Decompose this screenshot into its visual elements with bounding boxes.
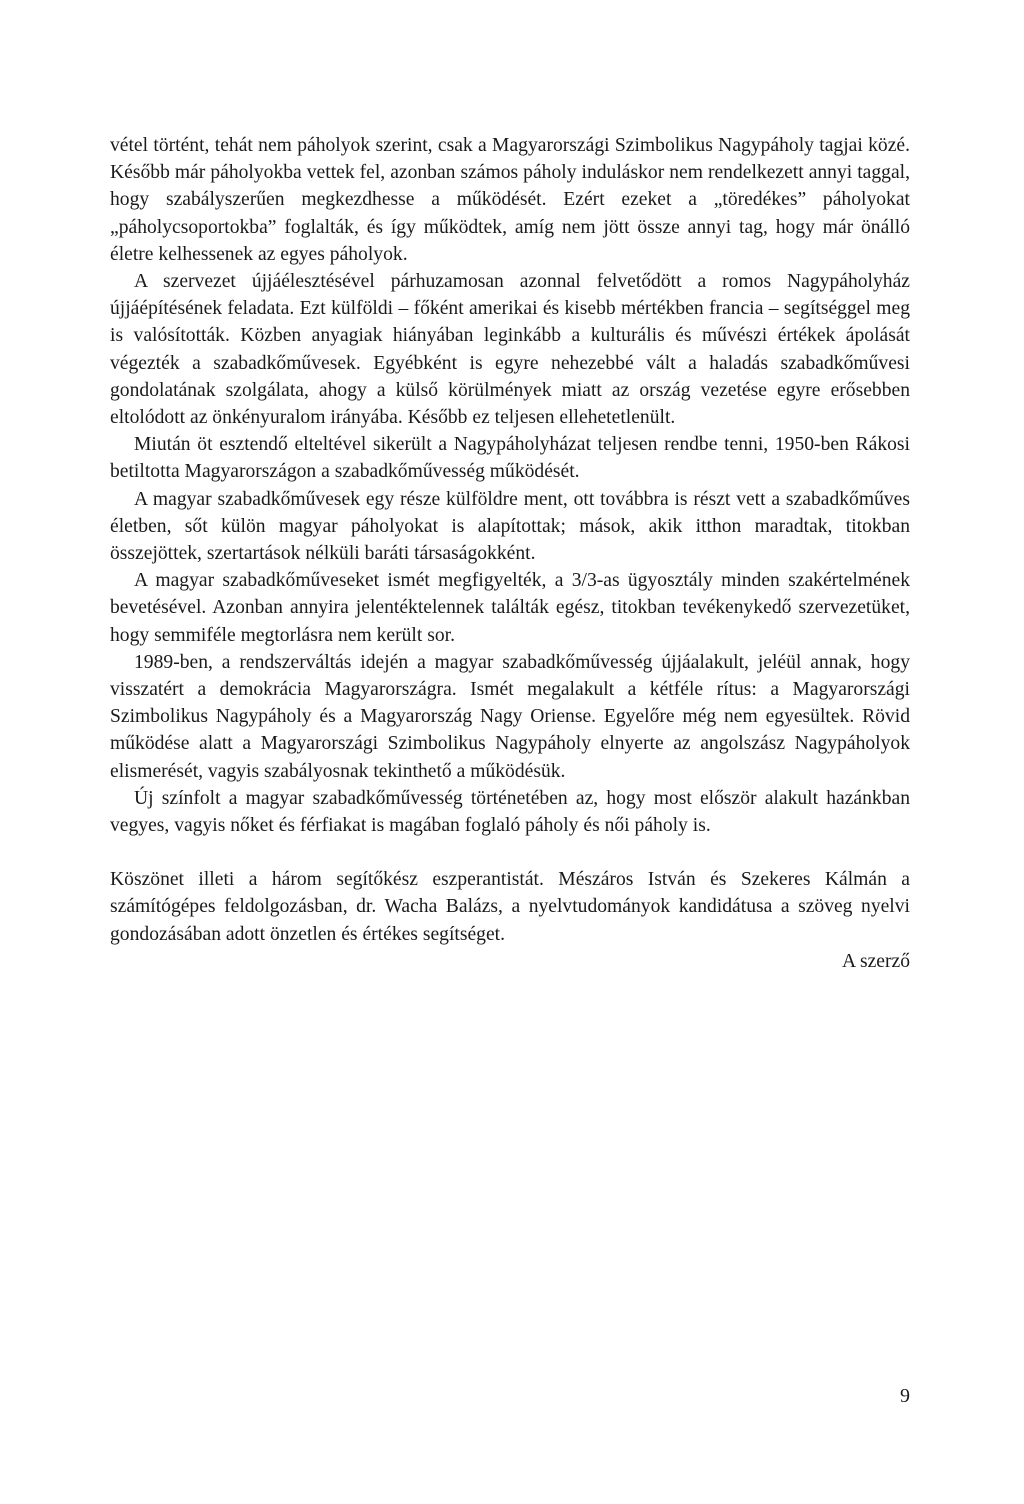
page-number: 9 (900, 1385, 910, 1407)
author-signature: A szerző (841, 950, 910, 972)
paragraph-7: Új színfolt a magyar szabadkőművesség történetében az, hogy most először alakult hazánkban vegyes, vagyis nőket és férfiakat is magában foglaló páholy és női páholy is. (110, 787, 910, 837)
paragraph-4: A magyar szabadkőművesek egy része külföldre ment, ott továbbra is részt vett a szabadkőműves életben, sőt külön magyar páholyokat is alapítottak; mások, akik itthon maradtak, titokban összejöttek, szertartások nélküli baráti társaságokként. (110, 488, 910, 565)
main-text-block (110, 132, 910, 975)
paragraph-3: Miután öt esztendő elteltével sikerült a Nagypáholyházat teljesen rendbe tenni, 1950-ben Rákosi betiltotta Magyarországon a szabadkőművesség működését. (110, 434, 910, 483)
paragraph-5: A magyar szabadkőműveseket ismét megfigyelték, a 3/3-as ügyosztály minden szakértelmének bevetésével. Azonban annyira jelentéktelennek találták egész, titokban tevékenykedő szervezetüket, hogy semmiféle megtorlásra nem került sor. (110, 570, 910, 646)
paragraph-6: 1989-ben, a rendszerváltás idején a magyar szabadkőművesség újjáalakult, jeléül annak, hogy visszatért a demokrácia Magyarországra. Ismét megalakult a kétféle rítus: a Magyarországi Szimbolikus Nagypáholy és a Magyarország Nagy Oriense. Egyelőre még nem egyesültek. Rövid működése alatt a Magyarországi Szimbolikus Nagypáholy elnyerte az angolszász Nagypáholyok elismerését, vagyis szabályosnak tekinthető a működésük. (110, 651, 910, 782)
paragraph-1: vétel történt, tehát nem páholyok szerint, csak a Magyarországi Szimbolikus Nagypáholy tagjai közé. Később már páholyokba vettek fel, azonban számos páholy induláskor nem rendelkezett annyi taggal, hogy szabályszerűen megkezdhesse a működését. Ezért ezeket a „töredékes” páholyokat „páholycsoportokba” foglalták, és így működtek, amíg nem jött össze annyi tag, hogy már önálló életre kelhessenek az egyes páholyok. (110, 135, 910, 265)
acknowledgement-text: Köszönet illeti a három segítőkész eszperantistát. Mészáros István és Szekeres Kálmán a számítógépes feldolgozásban, dr. Wacha Balázs, a nyelvtudományok kandidátusa a szöveg nyelvi gondozásában adott önzetlen és értékes segítséget. (110, 869, 910, 945)
acknowledgement-section (110, 866, 910, 975)
paragraph-2: A szervezet újjáélesztésével párhuzamosan azonnal felvetődött a romos Nagypáholyház újjáépítésének feladata. Ezt külföldi – főként amerikai és kisebb mértékben francia – segítséggel meg is valósították. Közben anyagiak hiányában leginkább a kulturális és művészi értékek ápolását végezték a szabadkőművesek. Egyébként is egyre nehezebbé vált a haladás szabadkőművesi gondolatának szolgálata, ahogy a külső körülmények miatt az ország vezetése egyre erősebben eltolódott az önkényuralom irányába. Később ez teljesen ellehetetlenült. (110, 271, 910, 429)
